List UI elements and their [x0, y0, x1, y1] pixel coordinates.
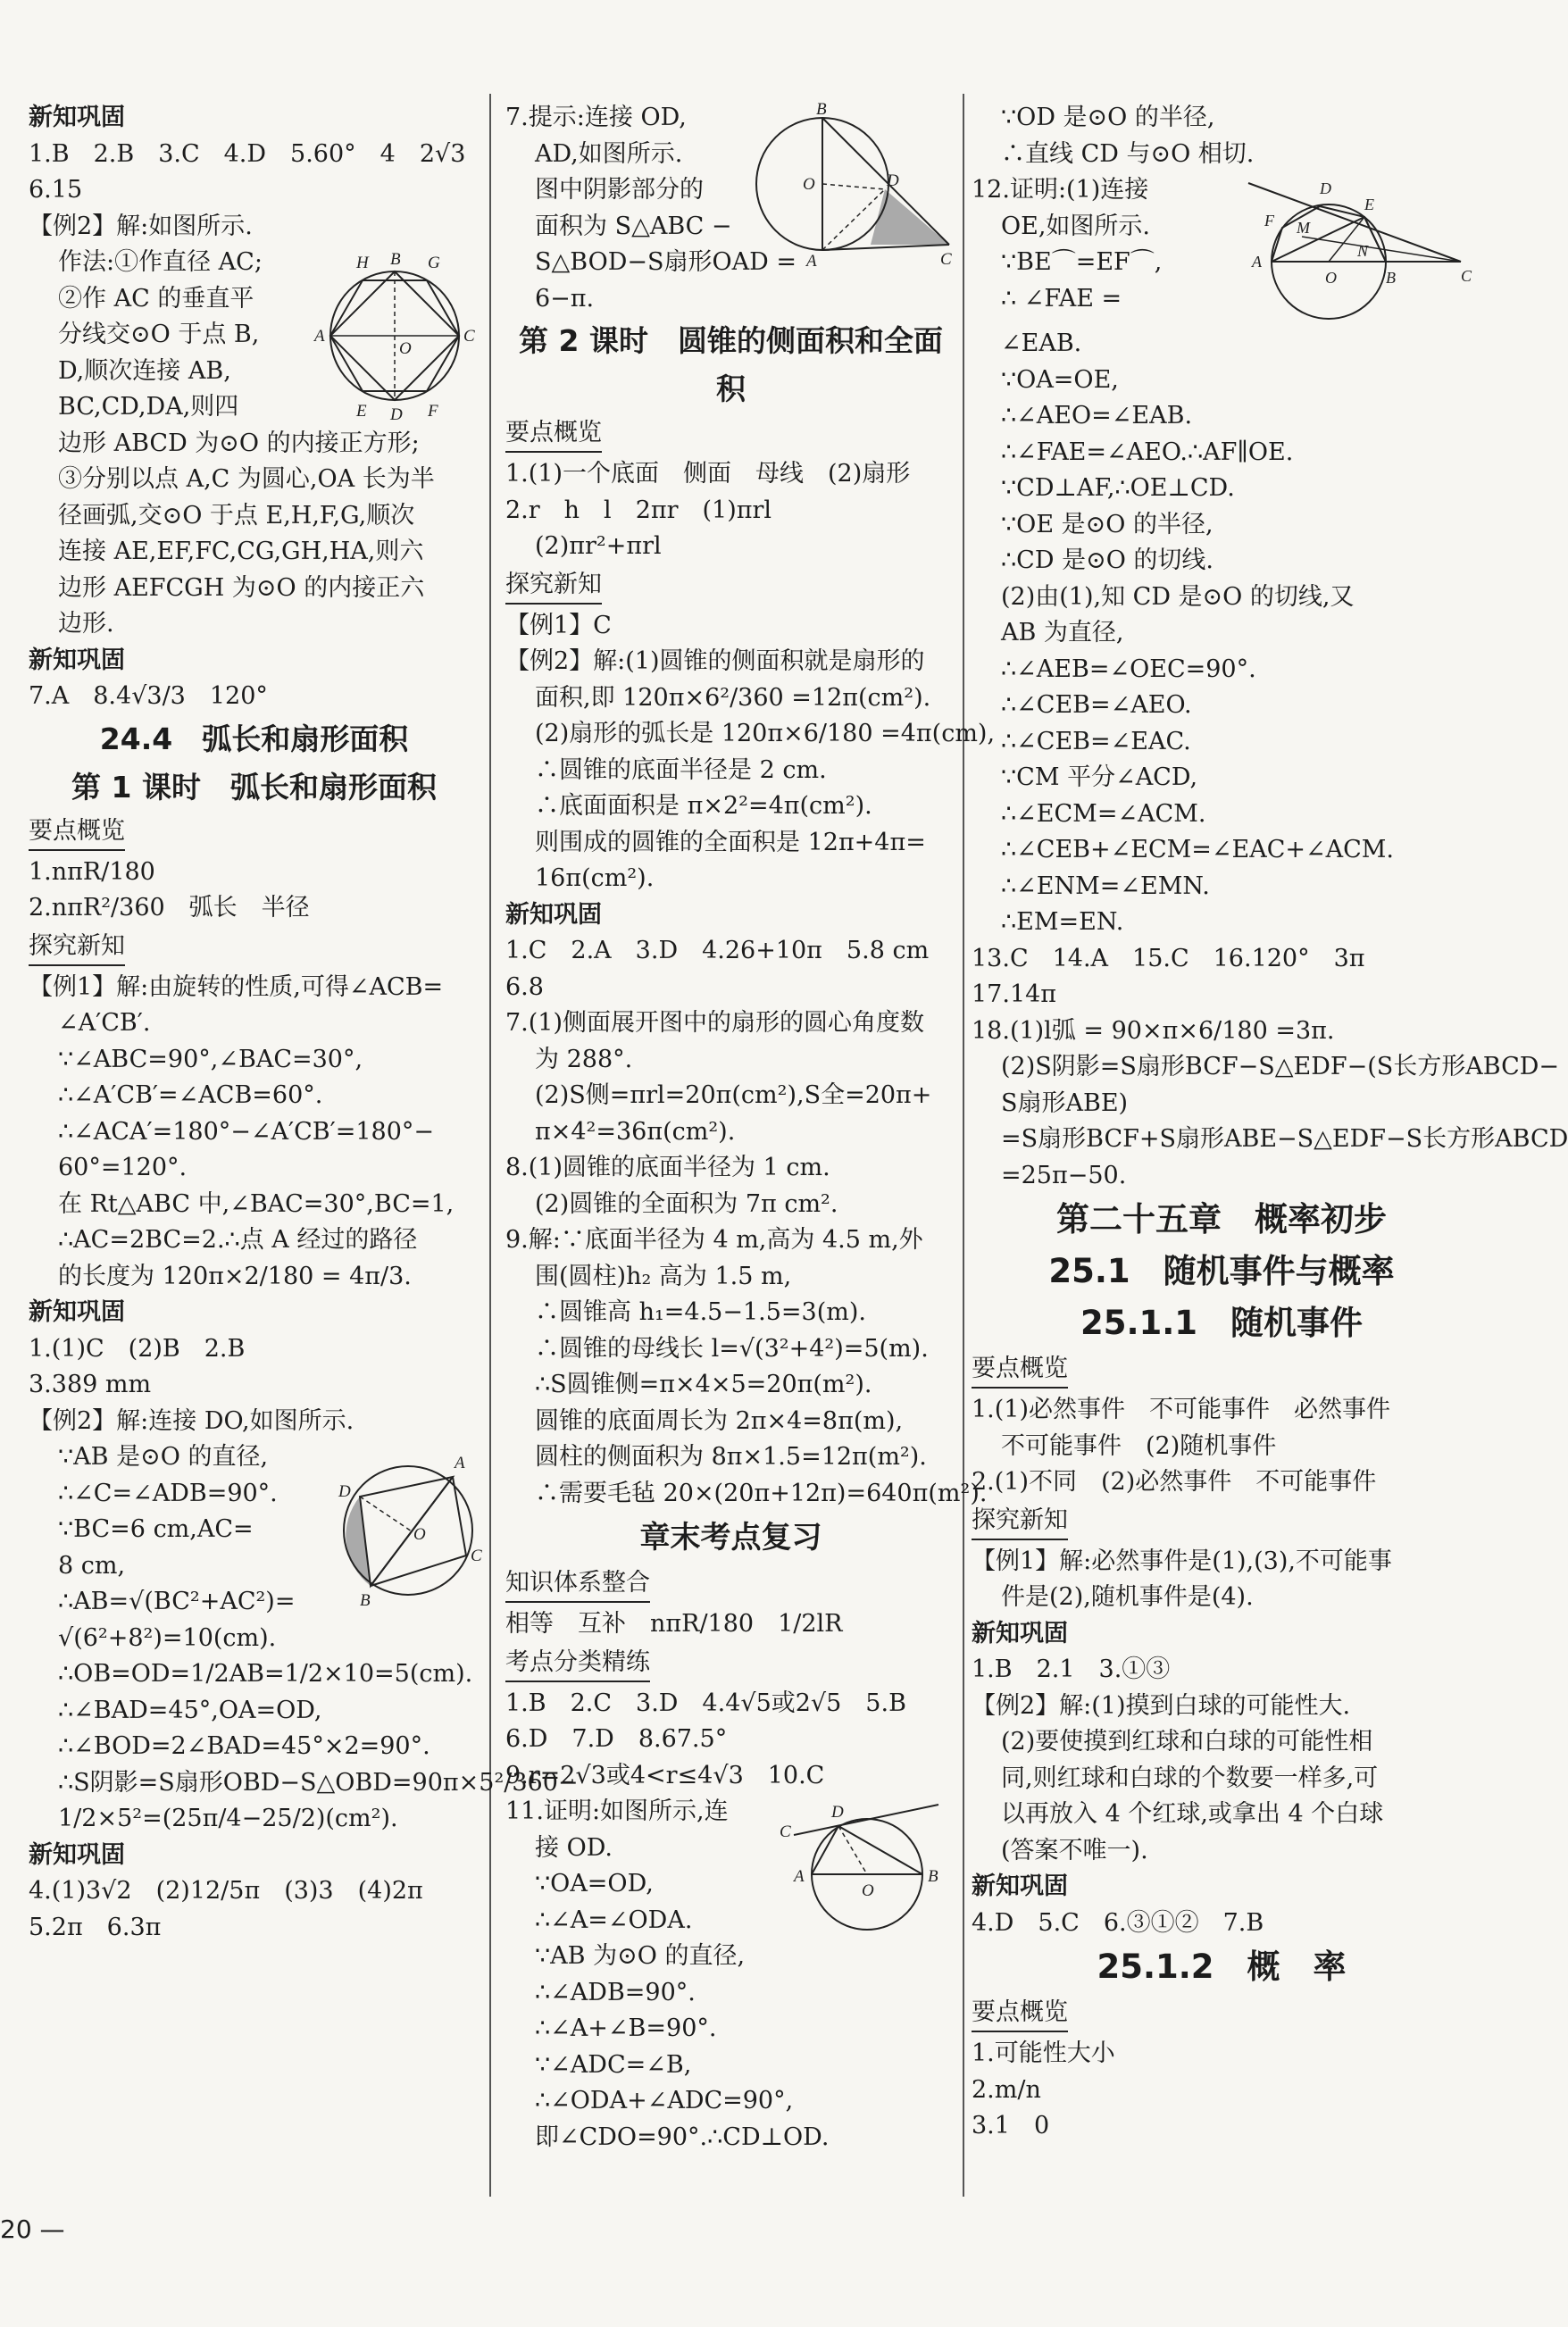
answer-line: 不可能事件 (2)随机事件: [1001, 1431, 1277, 1460]
chapter-title: 25.1.2 概 率: [1097, 1948, 1347, 1986]
answer-line: ∴圆锥的母线长 l=√(3²+4²)=5(m).: [535, 1334, 929, 1363]
figure-point-label: A: [794, 1867, 805, 1886]
figure-point-label: C: [463, 327, 475, 346]
answer-line: 18.(1)l弧 = 90×π×6/180 =3π.: [972, 1016, 1335, 1045]
figure-point-label: E: [356, 402, 367, 421]
answer-line: ∴AC=2BC=2.∴点 A 经过的路径: [58, 1226, 418, 1254]
answer-line: ∴∠FAE=∠AEO.∴AF∥OE.: [1001, 438, 1294, 466]
figure-fig4: [778, 1796, 956, 1930]
chapter-title: 24.4 弧长和扇形面积: [99, 721, 409, 756]
answer-line: 【例1】C: [505, 611, 612, 639]
answer-line: 【例2】解:连接 DO,如图所示.: [29, 1406, 354, 1435]
answer-line: ∵AB 为⊙O 的直径,: [535, 1942, 746, 1970]
answer-line: ∴∠CEB+∠ECM=∠EAC+∠ACM.: [1001, 836, 1395, 863]
answer-line: √(6²+8²)=10(cm).: [58, 1623, 277, 1652]
figure-tangent-proof: [778, 1796, 956, 1930]
section-label-row: [29, 927, 480, 970]
answer-line: 边形.: [58, 610, 114, 638]
answer-line: 1.C 2.A 3.D 4.26+10π 5.8 cm: [505, 937, 930, 964]
answer-line: 6.15: [29, 176, 83, 204]
answer-line: 连接 AE,EF,FC,CG,GH,HA,则六: [58, 538, 424, 565]
answer-line: (2)要使摸到红球和白球的可能性相: [1001, 1728, 1373, 1756]
answer-line: 1/2×5²=(25π/4−25/2)(cm²).: [58, 1805, 398, 1832]
answer-line: ∵AB 是⊙O 的直径,: [58, 1443, 269, 1471]
figure-point-label: N: [1357, 242, 1369, 260]
figure-point-label: A: [314, 327, 325, 346]
answer-line: 7.(1)侧面展开图中的扇形的圆心角度数: [505, 1009, 925, 1037]
answer-line: ∴圆锥高 h₁=4.5−1.5=3(m).: [535, 1298, 866, 1326]
answer-line: (答案不唯一).: [1001, 1836, 1148, 1864]
answer-line: OE,如图所示.: [1001, 212, 1151, 240]
answer-line: 面积,即 120π×6²/360 =12π(cm²).: [535, 683, 931, 712]
answer-line: ∵BE⌒=EF⌒,: [1001, 248, 1163, 276]
answer-line: (2)圆锥的全面积为 7π cm².: [535, 1189, 838, 1218]
answer-line: ∴∠CEB=∠EAC.: [1001, 727, 1191, 755]
figure-point-label: A: [1252, 253, 1262, 271]
answer-line: 作法:①作直径 AC;: [58, 248, 263, 276]
answer-line: 9.r=2√3或4<r≤4√3 10.C: [505, 1761, 825, 1789]
answer-line: S扇形ABE): [1001, 1088, 1129, 1117]
answer-line: 12.证明:(1)连接: [972, 176, 1149, 204]
answer-line: 2.m/n: [972, 2075, 1041, 2104]
figure-point-label: O: [413, 1525, 426, 1544]
answer-line: 面积为 S△ABC −: [535, 212, 732, 240]
section-heading: 新知巩固: [972, 1619, 1068, 1647]
answer-line: ③分别以点 A,C 为圆心,OA 长为半: [58, 465, 435, 493]
answer-line: ∴S阴影=S扇形OBD−S△OBD=90π×5²/360−: [58, 1768, 579, 1797]
figure-point-label: E: [1364, 196, 1374, 213]
figure-point-label: H: [356, 254, 369, 272]
answer-line: ∵OA=OE,: [1001, 365, 1119, 394]
section-label-row: [505, 413, 956, 456]
chapter-title: 章末考点复习: [639, 1520, 822, 1556]
answer-line: 8 cm,: [58, 1551, 126, 1580]
figure-point-label: A: [455, 1454, 465, 1472]
figure-point-label: D: [1320, 179, 1331, 197]
answer-line: 1.B 2.B 3.C 4.D 5.60° 4 2√3: [29, 139, 466, 168]
answer-line: 9.解:∵底面半径为 4 m,高为 4.5 m,外: [505, 1226, 923, 1254]
answer-line: (2)πr²+πrl: [535, 532, 662, 560]
answer-line: ∴∠BOD=2∠BAD=45°×2=90°.: [58, 1732, 430, 1760]
answer-line: 1.nπR/180: [29, 857, 155, 886]
figure-point-label: O: [399, 339, 412, 358]
chapter-title: 第 1 课时 弧长和扇形面积: [71, 769, 437, 805]
figure-point-label: O: [862, 1881, 874, 1900]
figure-tangent-angle-bisector: [1222, 174, 1472, 326]
chapter-title: 25.1.1 随机事件: [1080, 1304, 1364, 1342]
section-label-box: 探究新知: [29, 929, 125, 966]
answer-line: (2)由(1),知 CD 是⊙O 的切线,又: [1001, 582, 1355, 611]
answer-line: 件是(2),随机事件是(4).: [1001, 1583, 1254, 1611]
section-label-row: [972, 1349, 1472, 1392]
figure-point-label: B: [1386, 269, 1396, 287]
answer-line: 13.C 14.A 15.C 16.120° 3π: [972, 944, 1365, 972]
answer-line: 【例2】解:(1)摸到白球的可能性大.: [972, 1691, 1351, 1720]
answer-line: 17.14π: [972, 980, 1057, 1008]
answer-column-2: [505, 100, 996, 2156]
answer-line: ∴∠AEO=∠EAB.: [1001, 402, 1193, 430]
answer-line: ∠A′CB′.: [58, 1009, 151, 1037]
answer-line: ∴∠C=∠ADB=90°.: [58, 1479, 278, 1507]
section-label-row: [972, 1993, 1472, 2036]
figure-point-label: F: [428, 402, 438, 421]
answer-line: 1.(1)一个底面 侧面 母线 (2)扇形: [505, 460, 911, 488]
answer-line: 【例2】解:(1)圆锥的侧面积就是扇形的: [505, 647, 925, 675]
answer-line: 分线交⊙O 于点 B,: [58, 321, 260, 348]
section-label-box: 考点分类精练: [505, 1645, 650, 1682]
figure-point-label: G: [428, 254, 440, 272]
figure-point-label: C: [1461, 267, 1472, 285]
figure-point-label: M: [1297, 219, 1310, 237]
figure-point-label: C: [940, 250, 952, 269]
answer-line: ∴CD 是⊙O 的切线.: [1001, 546, 1214, 574]
answer-line: ∴∠A′CB′=∠ACB=60°.: [58, 1081, 323, 1109]
figure-point-label: A: [806, 252, 817, 271]
answer-line: 边形 AEFCGH 为⊙O 的内接正六: [58, 573, 425, 602]
section-heading: 新知巩固: [505, 900, 602, 929]
answer-line: D,顺次连接 AB,: [58, 356, 231, 385]
answer-line: 1.可能性大小: [972, 2039, 1115, 2067]
answer-line: ∵BC=6 cm,AC=: [58, 1515, 254, 1543]
section-heading: 新知巩固: [29, 646, 125, 674]
answer-line: 6.8: [505, 972, 544, 1001]
answer-line: 圆柱的侧面积为 8π×1.5=12π(m²).: [535, 1443, 927, 1471]
answer-line: ∴直线 CD 与⊙O 相切.: [1001, 139, 1255, 168]
answer-line: ∴圆锥的底面半径是 2 cm.: [535, 755, 827, 784]
section-label-box: 要点概览: [972, 1995, 1068, 2032]
figure-point-label: C: [780, 1822, 791, 1841]
answer-line: (2)S阴影=S扇形BCF−S△EDF−(S长方形ABCD−: [1001, 1053, 1559, 1080]
section-label-row: [29, 812, 480, 855]
column-divider-2: [963, 94, 964, 2197]
figure-point-label: C: [471, 1547, 482, 1565]
section-label-row: [505, 1564, 956, 1606]
answer-line: ∴EM=EN.: [1001, 908, 1124, 936]
answer-line: ∴∠ACA′=180°−∠A′CB′=180°−: [58, 1117, 435, 1146]
figure-point-label: O: [1325, 269, 1337, 287]
answer-line: ∴ ∠FAE =: [1001, 284, 1122, 313]
figure-point-label: B: [390, 250, 401, 269]
answer-line: ∵CD⊥AF,∴OE⊥CD.: [1001, 474, 1235, 502]
section-heading: 新知巩固: [29, 104, 125, 131]
answer-line: ∴需要毛毡 20×(20π+12π)=640π(m²).: [535, 1479, 988, 1507]
answer-line: ②作 AC 的垂直平: [58, 284, 254, 313]
section-label-box: 探究新知: [505, 567, 602, 605]
figure-inscribed-hexagon: [310, 246, 480, 425]
column-divider-1: [489, 94, 491, 2197]
answer-line: ∴OB=OD=1/2AB=1/2×10=5(cm).: [58, 1660, 473, 1688]
answer-line: =25π−50.: [1001, 1161, 1127, 1189]
answer-line: ∴∠A=∠ODA.: [535, 1906, 693, 1934]
section-label-box: 要点概览: [29, 813, 125, 851]
answer-line: 2.r h l 2πr (1)πrl: [505, 496, 772, 524]
answer-line: 2.(1)不同 (2)必然事件 不可能事件: [972, 1468, 1377, 1496]
answer-line: ∴∠ENM=∠EMN.: [1001, 872, 1210, 900]
answer-line: 为 288°.: [535, 1045, 633, 1073]
figure-point-label: D: [887, 171, 899, 190]
answer-line: ∵OA=OD,: [535, 1870, 654, 1897]
answer-line: 6.D 7.D 8.67.5°: [505, 1725, 728, 1753]
figure-point-label: D: [338, 1482, 351, 1501]
section-heading: 新知巩固: [972, 1872, 1068, 1900]
chapter-title: 第二十五章 概率初步: [1056, 1200, 1387, 1239]
figure-point-label: D: [831, 1803, 844, 1822]
answer-line: (2)S侧=πrl=20π(cm²),S全=20π+: [535, 1081, 932, 1109]
figure-fig2: [328, 1441, 480, 1611]
answer-line: 即∠CDO=90°.∴CD⊥OD.: [535, 2123, 830, 2151]
answer-line: 3.1 0: [972, 2112, 1050, 2139]
answer-line: 边形 ABCD 为⊙O 的内接正方形;: [58, 429, 420, 457]
answer-line: 4.(1)3√2 (2)12/5π (3)3 (4)2π: [29, 1877, 423, 1905]
answer-line: AD,如图所示.: [535, 139, 683, 168]
answer-line: ∴AB=√(BC²+AC²)=: [58, 1588, 296, 1615]
answer-line: ∴S圆锥侧=π×4×5=20π(m²).: [535, 1371, 872, 1398]
figure-point-label: B: [816, 100, 827, 119]
answer-line: ∴∠AEB=∠OEC=90°.: [1001, 655, 1256, 683]
figure-point-label: B: [360, 1591, 371, 1610]
section-label-row: [972, 1501, 1472, 1544]
answer-line: ∵OE 是⊙O 的半径,: [1001, 510, 1214, 538]
answer-column-3: [972, 100, 1568, 2145]
answer-line: 同,则红球和白球的个数要一样多,可: [1001, 1764, 1379, 1792]
answer-line: ∴∠ADB=90°.: [535, 1978, 696, 2006]
answer-line: ∵∠ABC=90°,∠BAC=30°,: [58, 1045, 363, 1073]
answer-line: 图中阴影部分的: [535, 176, 704, 204]
answer-line: 1.B 2.1 3.①③: [972, 1656, 1171, 1683]
answer-line: ∵CM 平分∠ACD,: [1001, 763, 1198, 791]
answer-line: ∴∠CEB=∠AEO.: [1001, 691, 1192, 719]
figure-point-label: F: [1264, 212, 1274, 229]
answer-line: ∴∠A+∠B=90°.: [535, 2014, 717, 2042]
answer-line: 2.nπR²/360 弧长 半径: [29, 894, 310, 922]
answer-line: AB 为直径,: [1001, 619, 1124, 646]
answer-line: ∴底面面积是 π×2²=4π(cm²).: [535, 792, 872, 820]
answer-line: ∠EAB.: [1001, 329, 1082, 357]
answer-line: 3.389 mm: [29, 1371, 152, 1398]
answer-line: 11.证明:如图所示,连: [505, 1797, 729, 1825]
answer-line: =S扇形BCF+S扇形ABE−S△EDF−S长方形ABCD: [1001, 1125, 1568, 1153]
answer-line: π×4²=36π(cm²).: [535, 1117, 736, 1146]
page-number: 20 —: [0, 2214, 65, 2244]
answer-line: 【例2】解:如图所示.: [29, 212, 253, 240]
answer-line: 16π(cm²).: [535, 864, 655, 892]
answer-line: 8.(1)圆锥的底面半径为 1 cm.: [505, 1154, 830, 1181]
answer-line: ∴∠ODA+∠ADC=90°,: [535, 2087, 794, 2114]
answer-line: S△BOD−S扇形OAD =: [535, 248, 797, 276]
answer-line: 圆锥的底面周长为 2π×4=8π(m),: [535, 1406, 904, 1435]
section-label-box: 探究新知: [972, 1503, 1068, 1540]
answer-line: 4.D 5.C 6.③①② 7.B: [972, 1908, 1264, 1937]
answer-line: BC,CD,DA,则四: [58, 393, 239, 421]
figure-fig1: [310, 246, 480, 425]
answer-line: 【例1】解:由旋转的性质,可得∠ACB=: [29, 972, 444, 1001]
answer-line: 60°=120°.: [58, 1154, 188, 1181]
section-heading: 新知巩固: [29, 1840, 125, 1869]
answer-line: ∵∠ADC=∠B,: [535, 2050, 692, 2079]
chapter-title: 25.1 随机事件与概率: [1048, 1252, 1395, 1290]
figure-circle-shaded-segment: [328, 1441, 480, 1611]
section-label-row: [505, 565, 956, 608]
section-label-box: 知识体系整合: [505, 1565, 650, 1603]
answer-line: ∴∠BAD=45°,OA=OD,: [58, 1696, 322, 1724]
answer-line: 6−π.: [535, 284, 595, 313]
section-label-row: [505, 1643, 956, 1686]
answer-line: 则围成的圆锥的全面积是 12π+4π=: [535, 828, 926, 856]
answer-line: 7.A 8.4√3/3 120°: [29, 682, 268, 710]
section-label-box: 要点概览: [505, 415, 602, 453]
answer-line: 围(圆柱)h₂ 高为 1.5 m,: [535, 1262, 792, 1290]
answer-line: 径画弧,交⊙O 于点 E,H,F,G,顺次: [58, 501, 415, 530]
section-heading: 新知巩固: [29, 1298, 125, 1326]
answer-line: ∴∠ECM=∠ACM.: [1001, 799, 1206, 828]
answer-line: (2)扇形的弧长是 120π×6/180 =4π(cm),: [535, 720, 996, 747]
answer-line: 1.B 2.C 3.D 4.4√5或2√5 5.B: [505, 1689, 906, 1717]
answer-line: 在 Rt△ABC 中,∠BAC=30°,BC=1,: [58, 1189, 455, 1218]
figure-point-label: B: [928, 1867, 938, 1886]
chapter-title: 第 2 课时 圆锥的侧面积和全面积: [519, 323, 943, 406]
answer-line: 接 OD.: [535, 1833, 613, 1862]
answer-line: 相等 互补 nπR/180 1/2lR: [505, 1610, 843, 1638]
answer-line: 7.提示:连接 OD,: [505, 104, 687, 131]
answer-line: 以再放入 4 个红球,或拿出 4 个白球: [1001, 1800, 1384, 1828]
figure-point-label: O: [803, 175, 815, 194]
figure-point-label: D: [390, 405, 403, 424]
figure-fig5: [1222, 174, 1472, 326]
answer-line: ∵OD 是⊙O 的半径,: [1001, 104, 1215, 131]
answer-line: 1.(1)C (2)B 2.B: [29, 1334, 246, 1363]
answer-line: 的长度为 120π×2/180 = 4π/3.: [58, 1262, 412, 1290]
answer-line: 【例1】解:必然事件是(1),(3),不可能事: [972, 1547, 1392, 1575]
answer-line: 5.2π 6.3π: [29, 1913, 162, 1941]
answer-line: 1.(1)必然事件 不可能事件 必然事件: [972, 1396, 1391, 1423]
section-label-box: 要点概览: [972, 1351, 1068, 1389]
